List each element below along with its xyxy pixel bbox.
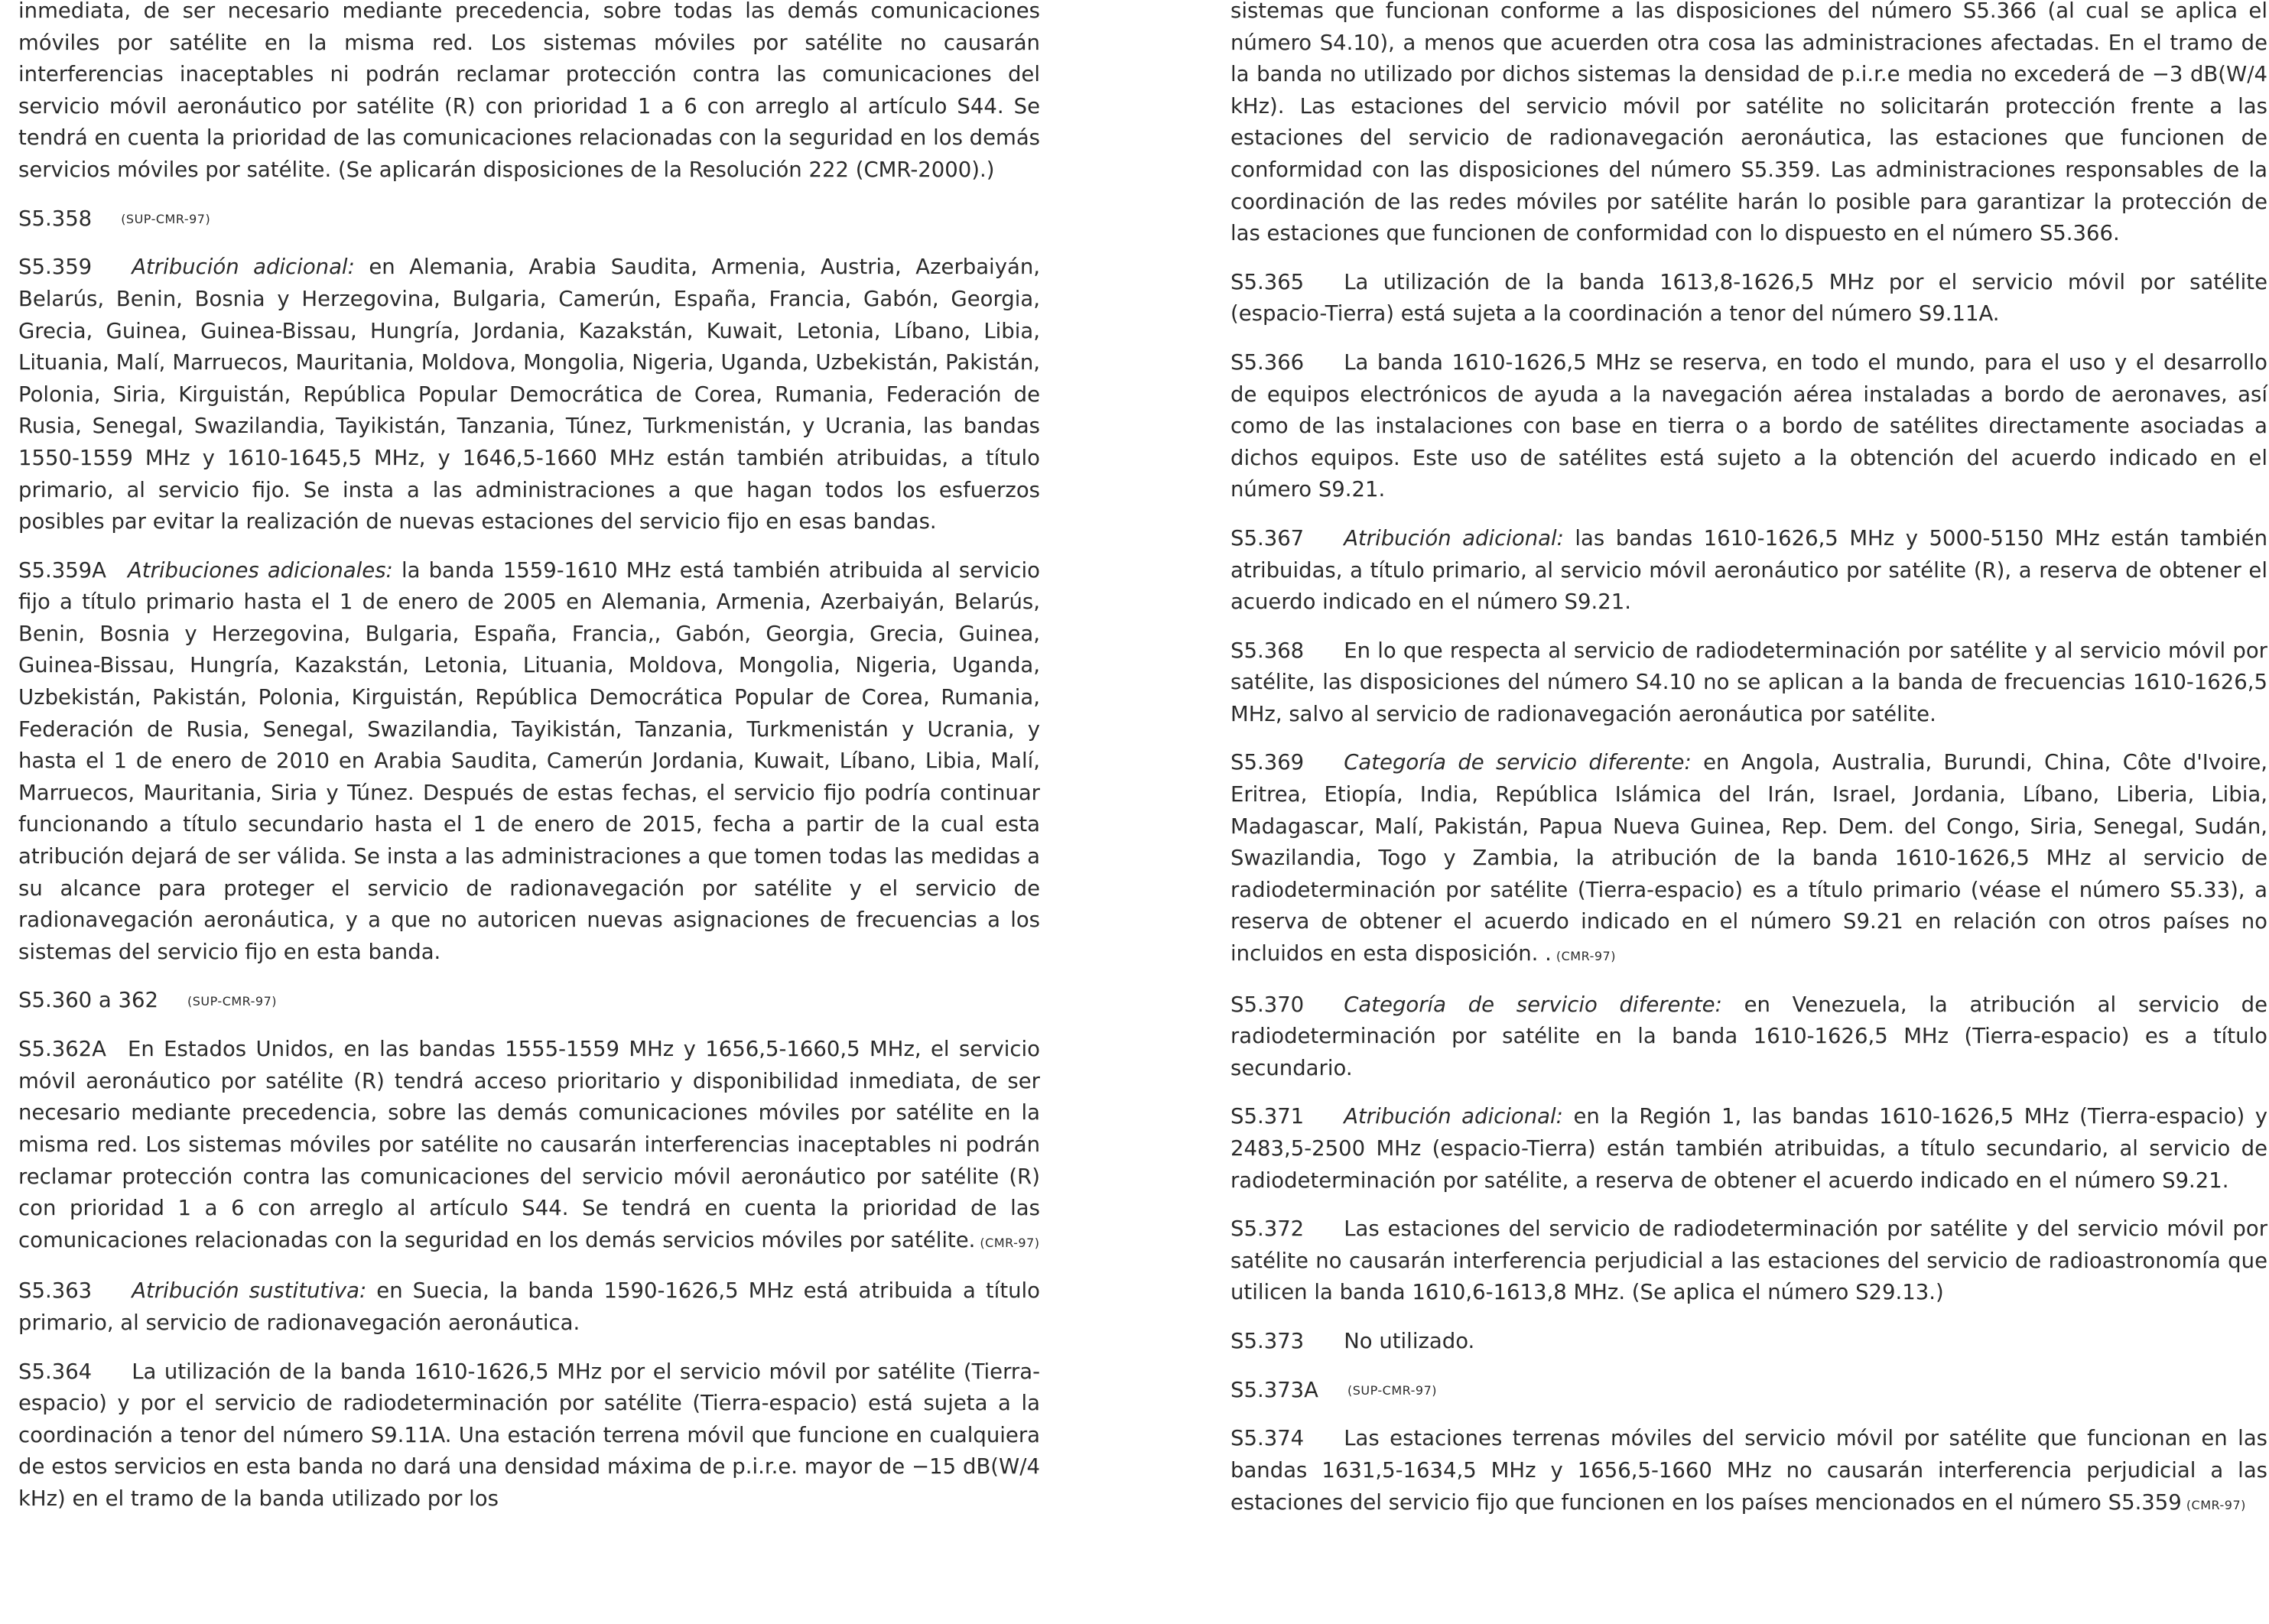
provision-number: S5.366: [1230, 349, 1305, 375]
revision-note: (SUP-CMR-97): [187, 993, 278, 1009]
paragraph-text: La utilización de la banda 1613,8-1626,5 MHz por el servicio móvil por satélite (espacio-Tierra) está sujeta a la coordinación a tenor del número S9.11A.: [1230, 269, 2267, 326]
paragraph-S5-371: [1230, 1101, 2267, 1197]
paragraph-text: En lo que respecta al servicio de radiodeterminación por satélite y al servicio móvil por satélite, las disposiciones del número S4.10 no se aplican a la banda de frecuencias 1610-1626,5 MHz, salvo al servicio de radionavegación aeronáutica por satélite.: [1230, 638, 2267, 726]
provision-lead: Atribución sustitutiva:: [132, 1278, 367, 1304]
provision-lead: Categoría de servicio diferente:: [1344, 750, 1692, 775]
provision-number: S5.372: [1230, 1216, 1305, 1242]
provision-number: S5.360 a 362: [18, 988, 159, 1013]
provision-number: S5.359: [18, 255, 93, 280]
paragraph-text: En Estados Unidos, en las bandas 1555-1559 MHz y 1656,5-1660,5 MHz, el servicio móvil aeronáutico por satélite (R) tendrá acceso prioritario y disponibilidad inmediata, de ser necesario mediante precedencia, sobre las demás comunicaciones móviles por satélite en la misma red. Los sistemas móviles por satélite no causarán interferencias inaceptables ni podrán reclamar protección contra las comunicaciones del servicio móvil aeronáutico por satélite (R) con prioridad 1 a 6 con arreglo al artículo S44. Se tendrá en cuenta la prioridad de las comunicaciones relacionadas con la seguridad en los demás servicios móviles por satélite.: [18, 1037, 1040, 1252]
revision-note: (SUP-CMR-97): [121, 211, 211, 226]
provision-number: S5.368: [1230, 638, 1305, 663]
provision-number: S5.373A: [1230, 1377, 1318, 1402]
provision-number: S5.362A: [18, 1037, 106, 1062]
revision-note: (SUP-CMR-97): [1347, 1382, 1437, 1398]
paragraph-S5-362A: [18, 1034, 1040, 1259]
paragraph-S5-360: [18, 985, 1040, 1017]
paragraph-text: en la Región 1, las bandas 1610-1626,5 MHz (Tierra-espacio) y 2483,5-2500 MHz (espacio-Tierra) están también atribuidas, a título secundario, al servicio de radiodeterminación por satélite, a reserva de obtener el acuerdo indicado en el número S9.21.: [1230, 1104, 2267, 1193]
paragraph-text: No utilizado.: [1344, 1328, 1475, 1353]
provision-lead: Atribuciones adicionales:: [128, 557, 393, 583]
paragraph-S5-374: [1230, 1423, 2267, 1521]
paragraph-S5-372: [1230, 1213, 2267, 1309]
paragraph-S5-359: [18, 252, 1040, 538]
provision-lead: Atribución adicional:: [132, 255, 355, 280]
provision-number: S5.358: [18, 206, 93, 231]
paragraph-text: Las estaciones del servicio de radiodeterminación por satélite y del servicio móvil por satélite no causarán interferencia perjudicial a las estaciones del servicio de radioastronomía que utilicen la banda 1610,6-1613,8 MHz. (Se aplica el número S29.13.): [1230, 1216, 2267, 1305]
paragraph-S5-370: [1230, 989, 2267, 1085]
paragraph-text: La banda 1610-1626,5 MHz se reserva, en todo el mundo, para el uso y el desarrollo de equipos electrónicos de ayuda a la navegación aérea instaladas a bordo de aeronaves, así como de las instalaciones con base en tierra o a bordo de satélites directamente asociadas a dichos equipos. Este uso de satélites está sujeto a la obtención del acuerdo indicado en el número S9.21.: [1230, 349, 2267, 502]
paragraph-continuation: [1230, 0, 2267, 250]
paragraph-text: las bandas 1610-1626,5 MHz y 5000-5150 MHz están también atribuidas, a título primario, al servicio móvil aeronáutico por satélite (R), a reserva de obtener el acuerdo indicado en el número S9.21.: [1230, 525, 2268, 615]
provision-number: S5.359A: [18, 557, 106, 583]
paragraph-S5-364: [18, 1356, 1040, 1515]
paragraph-S5-363: [18, 1275, 1040, 1339]
revision-note: (CMR-97): [1555, 949, 1616, 964]
paragraph-text: Las estaciones terrenas móviles del servicio móvil por satélite que funcionan en las bandas 1631,5-1634,5 MHz y 1656,5-1660 MHz no causarán interferencia perjudicial a las estaciones del servicio fijo que funcionen en los países mencionados en el número S5.359: [1230, 1426, 2267, 1515]
right-column: [1230, 0, 2267, 1538]
provision-lead: Atribución adicional:: [1344, 1104, 1563, 1129]
provision-number: S5.365: [1230, 269, 1305, 294]
provision-lead: Atribución adicional:: [1344, 525, 1564, 551]
provision-number: S5.363: [18, 1278, 93, 1304]
provision-number: S5.371: [1230, 1104, 1305, 1129]
provision-number: S5.367: [1230, 525, 1305, 551]
paragraph-S5-373: [1230, 1326, 2267, 1358]
provision-number: S5.370: [1230, 992, 1305, 1017]
paragraph-text: en Angola, Australia, Burundi, China, Côte d'Ivoire, Eritrea, Etiopía, India, República Islámica del Irán, Israel, Jordania, Líbano, Liberia, Libia, Madagascar, Malí, Pakistán, Papua Nueva Guinea, Rep. Dem. del Congo, Siria, Senegal, Sudán, Swazilandia, Togo y Zambia, la atribución de la banda 1610-1626,5 MHz al servicio de radiodeterminación por satélite (Tierra-espacio) es a título primario (véase el número S5.33), a reserva de obtener el acuerdo indicado en el número S9.21 en relación con otros países no incluidos en esta disposición. .: [1230, 750, 2268, 966]
paragraph-S5-365: [1230, 267, 2267, 330]
revision-note: (CMR-97): [980, 1235, 1040, 1250]
paragraph-text: en Venezuela, la atribución al servicio de radiodeterminación por satélite en la banda 1610-1626,5 MHz (Tierra-espacio) es a título secundario.: [1230, 992, 2267, 1080]
paragraph-continuation: [18, 0, 1040, 187]
provision-number: S5.364: [18, 1359, 93, 1384]
paragraph-S5-358: [18, 203, 1040, 235]
paragraph-S5-366: [1230, 347, 2267, 506]
provision-lead: Categoría de servicio diferente:: [1344, 992, 1722, 1017]
left-column: [18, 0, 1040, 1532]
provision-number: S5.374: [1230, 1426, 1305, 1451]
paragraph-S5-373A: [1230, 1375, 2267, 1407]
paragraph-text: sistemas que funcionan conforme a las disposiciones del número S5.366 (al cual se aplica el número S4.10), a menos que acuerden otra cosa las administraciones afectadas. En el tramo de la banda no utilizado por dichos sistemas la densidad de p.i.r.e media no excederá de −3 dB(W/4 kHz). Las estaciones del servicio móvil por satélite no solicitarán protección frente a las estaciones del servicio de radionavegación aeronáutica, las estaciones que funcionen de conformidad con las disposiciones del número S5.359. Las administraciones responsables de la coordinación de las redes móviles por satélite harán lo posible para garantizar la protección de las estaciones que funcionen de conformidad con lo dispuesto en el número S5.366.: [1230, 0, 2267, 246]
paragraph-S5-367: [1230, 523, 2267, 619]
paragraph-text: en Alemania, Arabia Saudita, Armenia, Austria, Azerbaiyán, Belarús, Benin, Bosnia y Herzegovina, Bulgaria, Camerún, España, Francia, Gabón, Georgia, Grecia, Guinea, Guinea-Bissau, Hungría, Jordania, Kazakstán, Kuwait, Letonia, Líbano, Libia, Lituania, Malí, Marruecos, Mauritania, Moldova, Mongolia, Nigeria, Uganda, Uzbekistán, Pakistán, Polonia, Siria, Kirguistán, República Popular Democrática de Corea, Rumania, Federación de Rusia, Senegal, Swazilandia, Tayikistán, Tanzania, Túnez, Turkmenistán, y Ucrania, las bandas 1550-1559 MHz y 1610-1645,5 MHz, y 1646,5-1660 MHz están también atribuidas, a título primario, al servicio fijo. Se insta a las administraciones a que hagan todos los esfuerzos posibles par evitar la realización de nuevas estaciones del servicio fijo en esas bandas.: [18, 255, 1040, 534]
paragraph-text: en Suecia, la banda 1590-1626,5 MHz está atribuida a título primario, al servicio de radionavegación aeronáutica.: [18, 1278, 1041, 1335]
revision-note: (CMR-97): [2186, 1497, 2246, 1512]
provision-number: S5.373: [1230, 1328, 1305, 1353]
paragraph-S5-368: [1230, 635, 2267, 731]
paragraph-S5-359A: [18, 555, 1040, 969]
provision-number: S5.369: [1230, 750, 1305, 775]
paragraph-S5-369: [1230, 747, 2267, 972]
paragraph-text: la banda 1559-1610 MHz está también atribuida al servicio fijo a título primario hasta el 1 de enero de 2005 en Alemania, Armenia, Azerbaiyán, Belarús, Benin, Bosnia y Herzegovina, Bulgaria, España, Francia,, Gabón, Georgia, Grecia, Guinea, Guinea-Bissau, Hungría, Kazakstán, Letonia, Lituania, Moldova, Mongolia, Nigeria, Uganda, Uzbekistán, Pakistán, Polonia, Kirguistán, República Democrática Popular de Corea, Rumania, Federación de Rusia, Senegal, Swazilandia, Tayikistán, Tanzania, Turkmenistán y Ucrania, y hasta el 1 de enero de 2010 en Arabia Saudita, Camerún Jordania, Kuwait, Líbano, Libia, Malí, Marruecos, Mauritania, Siria y Túnez. Después de estas fechas, el servicio fijo podría continuar funcionando a título secundario hasta el 1 de enero de 2015, fecha a partir de la cual esta atribución dejará de ser válida. Se insta a las administraciones a que tomen todas las medidas a su alcance para proteger el servicio de radionavegación por satélite y el servicio de radionavegación aeronáutica, y a que no autoricen nuevas asignaciones de frecuencias a los sistemas del servicio fijo en esta banda.: [18, 557, 1040, 964]
paragraph-text: inmediata, de ser necesario mediante precedencia, sobre todas las demás comunicaciones móviles por satélite en la misma red. Los sistemas móviles por satélite no causarán interferencias inaceptables ni podrán reclamar protección contra las comunicaciones del servicio móvil aeronáutico por satélite (R) con prioridad 1 a 6 con arreglo al artículo S44. Se tendrá en cuenta la prioridad de las comunicaciones relacionadas con la seguridad en los demás servicios móviles por satélite. (Se aplicarán disposiciones de la Resolución 222 (CMR-2000).): [18, 0, 1040, 182]
paragraph-text: La utilización de la banda 1610-1626,5 MHz por el servicio móvil por satélite (Tierra-espacio) y por el servicio de radiodeterminación por satélite (Tierra-espacio) está sujeta a la coordinación a tenor del número S9.11A. Una estación terrena móvil que funcione en cualquiera de estos servicios en esta banda no dará una densidad máxima de p.i.r.e. mayor de −15 dB(W/4 kHz) en el tramo de la banda utilizado por los: [18, 1359, 1040, 1511]
